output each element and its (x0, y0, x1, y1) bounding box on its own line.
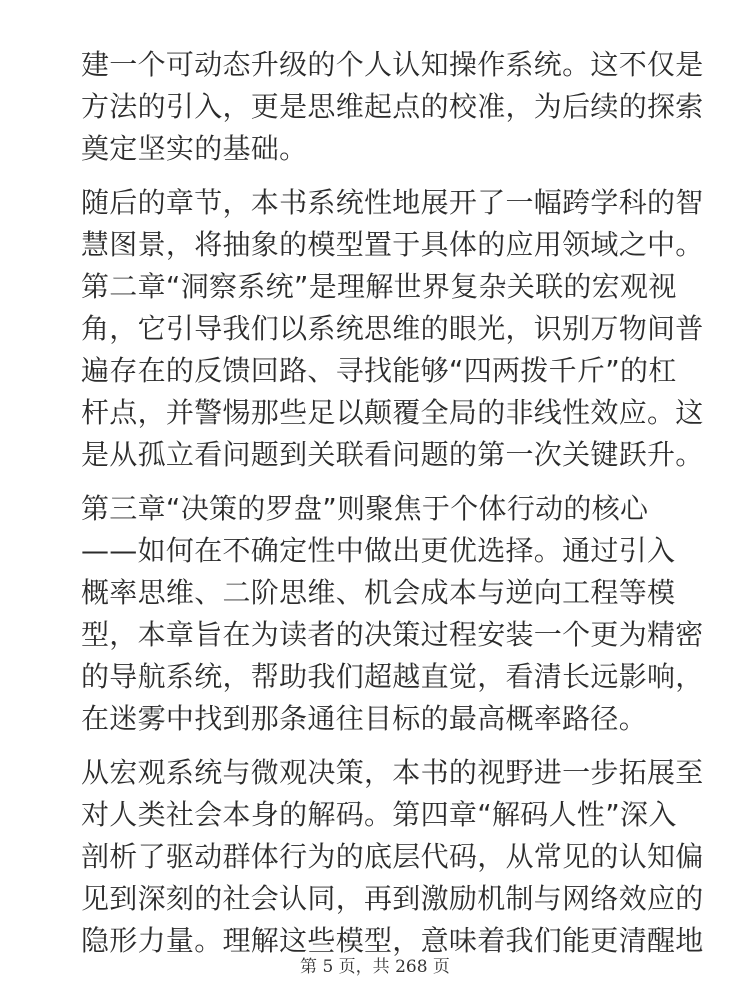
text-line: 是从孤立看问题到关联看问题的第一次关键跃升。 (81, 438, 704, 471)
text-line: 第二章“洞察系统”是理解世界复杂关联的宏观视 (81, 270, 677, 303)
text-line: 型，本章旨在为读者的决策过程安装一个更为精密 (81, 618, 704, 651)
text-line: 角，它引导我们以系统思维的眼光，识别万物间普 (81, 312, 704, 345)
text-line: 剖析了驱动群体行为的底层代码，从常见的认知偏 (81, 840, 704, 873)
paragraph-2 (81, 182, 704, 476)
text-line: 遍存在的反馈回路、寻找能够“四两拨千斤”的杠 (81, 354, 677, 387)
paragraph-1 (81, 44, 704, 170)
text-body (81, 44, 704, 974)
text-line: 隐形力量。理解这些模型，意味着我们能更清醒地 (81, 924, 704, 957)
text-line: 杆点，并警惕那些足以颠覆全局的非线性效应。这 (81, 396, 704, 429)
text-line: 概率思维、二阶思维、机会成本与逆向工程等模 (81, 576, 676, 609)
paragraph-3 (81, 488, 704, 740)
text-line: 在迷雾中找到那条通往目标的最高概率路径。 (81, 702, 648, 735)
paragraph-4 (81, 752, 704, 962)
text-line: 建一个可动态升级的个人认知操作系统。这不仅是 (81, 48, 704, 81)
text-line: 的导航系统，帮助我们超越直觉，看清长远影响， (81, 660, 704, 693)
text-line: 奠定坚实的基础。 (81, 132, 308, 165)
text-line: ——如何在不确定性中做出更优选择。通过引入 (81, 534, 676, 567)
text-line: 慧图景，将抽象的模型置于具体的应用领域之中。 (81, 228, 704, 261)
text-line: 对人类社会本身的解码。第四章“解码人性”深入 (81, 798, 677, 831)
text-line: 第三章“决策的罗盘”则聚焦于个体行动的核心 (81, 492, 649, 525)
text-line: 随后的章节，本书系统性地展开了一幅跨学科的智 (81, 186, 704, 219)
page-number-footer: 第 5 页，共 268 页 (300, 957, 450, 977)
text-line: 从宏观系统与微观决策，本书的视野进一步拓展至 (81, 756, 704, 789)
text-line: 见到深刻的社会认同，再到激励机制与网络效应的 (81, 882, 704, 915)
text-line: 方法的引入，更是思维起点的校准，为后续的探索 (81, 90, 704, 123)
